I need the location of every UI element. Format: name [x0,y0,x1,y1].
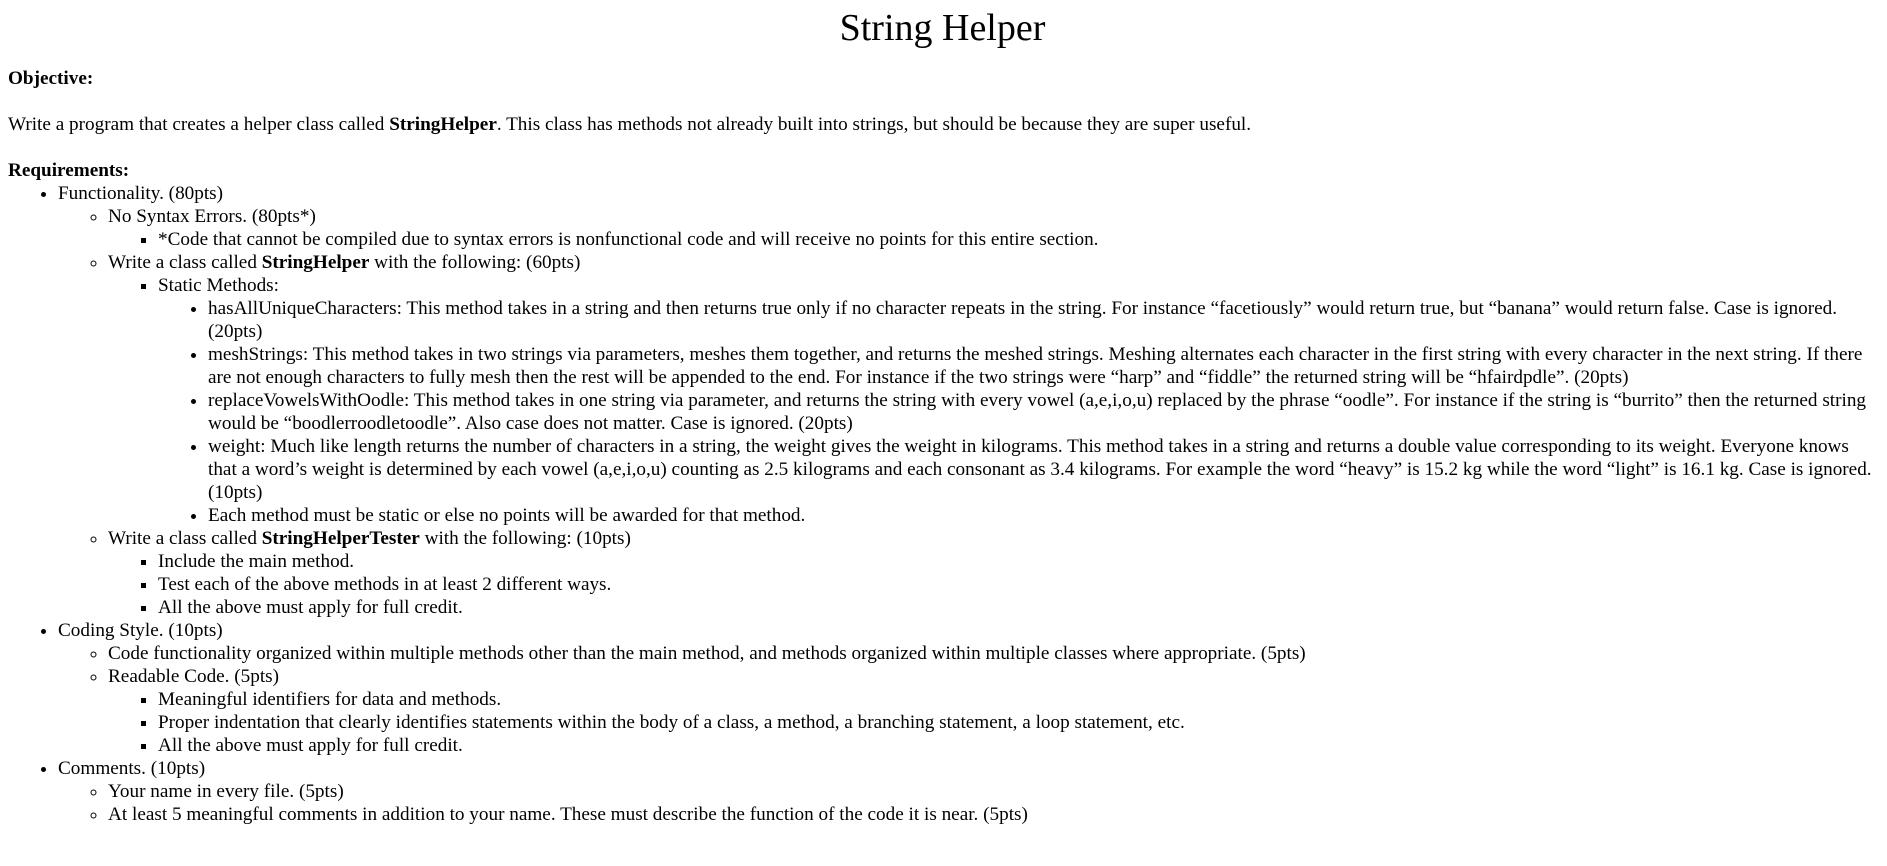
readable-item-identifiers: ▪ Meaningful identifiers for data and methods. [158,688,1877,711]
readable-code-label: Readable Code. (5pts) [108,666,280,687]
tester-item-main: ▪ Include the main method. [158,550,1877,573]
list-item-no-syntax [108,205,1877,251]
tester-suffix: with the following: (10pts) [419,528,631,549]
coding-style-list [58,642,1877,757]
tester-prefix: Write a class called [108,528,262,549]
method-has-all-unique-characters: • hasAllUniqueCharacters: This method takes in a string and then returns true only if no character repeats in the string. For instance “facetiously” would return true, but “banana” would return false. Case is ignored. (20pts) [208,297,1877,343]
tester-item-full-credit: ▪ All the above must apply for full credit. [158,596,1877,619]
page-title: String Helper [839,7,1046,49]
functionality-list [58,205,1877,619]
document-page [0,6,1887,826]
objective-heading: Objective: [8,68,94,89]
list-item-functionality [58,182,1877,619]
spacer [8,136,1877,159]
functionality-label: Functionality. (80pts) [58,183,224,204]
static-methods-list [158,297,1877,527]
spacer [8,90,1877,113]
list-item-readable-code [108,665,1877,757]
method-weight: • weight: Much like length returns the number of characters in a string, the weight gives the weight in kilograms. This method takes in a string and returns a double value corresponding to its weight. Everyone knows that a word’s weight is determined by each vowel (a,e,i,o,u) counting as 2.5 kilograms and each consonant as 3.4 kilograms. For example the word “heavy” is 15.2 kg while the word “light” is 16.1 kg. Case is ignored. (10pts) [208,435,1877,504]
readable-item-indentation: ▪ Proper indentation that clearly identifies statements within the body of a class, a method, a branching statement, a loop statement, etc. [158,711,1877,734]
readable-item-full-credit: ▪ All the above must apply for full credit. [158,734,1877,757]
objective-text-after: . This class has methods not already built into strings, but should be because they are super useful. [496,114,1252,135]
string-helper-list [108,274,1877,527]
comments-list [58,780,1877,826]
readable-code-list [108,688,1877,757]
objective-text [8,113,1877,136]
list-item-coding-style [58,619,1877,757]
objective-text-before: Write a program that creates a helper class called [8,114,390,135]
list-item-static-methods [158,274,1877,527]
string-helper-class-name: StringHelper [261,252,370,273]
coding-style-organization: ◦ Code functionality organized within multiple methods other than the main method, and methods organized within multiple classes where appropriate. (5pts) [108,642,1877,665]
string-helper-suffix: with the following: (60pts) [369,252,581,273]
comments-item-name: ◦ Your name in every file. (5pts) [108,780,1877,803]
comments-label: Comments. (10pts) [58,758,206,779]
requirements-list [8,182,1877,826]
comments-item-meaningful: ◦ At least 5 meaningful comments in addition to your name. These must describe the function of the code it is near. (5pts) [108,803,1877,826]
no-syntax-note: ▪ *Code that cannot be compiled due to syntax errors is nonfunctional code and will receive no points for this entire section. [158,228,1877,251]
list-item-string-helper [108,251,1877,527]
list-item-tester [108,527,1877,619]
no-syntax-list [108,228,1877,251]
tester-item-test-methods: ▪ Test each of the above methods in at least 2 different ways. [158,573,1877,596]
objective-class-name: StringHelper [389,114,497,135]
tester-class-name: StringHelperTester [261,528,420,549]
static-methods-label: Static Methods: [158,275,279,296]
requirements-heading: Requirements: [8,160,130,181]
string-helper-prefix: Write a class called [108,252,262,273]
list-item-comments [58,757,1877,826]
method-mesh-strings: • meshStrings: This method takes in two strings via parameters, meshes them together, and returns the meshed strings. Meshing alternates each character in the first string with every character in the next string. If there are not enough characters to fully mesh then the rest will be appended to the end. For instance if the two strings were “harp” and “fiddle” the returned string will be “hfairdpdle”. (20pts) [208,343,1877,389]
tester-list [108,550,1877,619]
no-syntax-label: No Syntax Errors. (80pts*) [108,206,316,227]
coding-style-label: Coding Style. (10pts) [58,620,223,641]
method-replace-vowels-with-oodle: • replaceVowelsWithOodle: This method takes in one string via parameter, and returns the string with every vowel (a,e,i,o,u) replaced by the phrase “oodle”. For instance if the string is “burrito” then the returned string would be “boodlerroodletoodle”. Also case does not matter. Case is ignored. (20pts) [208,389,1877,435]
static-requirement-note: • Each method must be static or else no points will be awarded for that method. [208,504,1877,527]
